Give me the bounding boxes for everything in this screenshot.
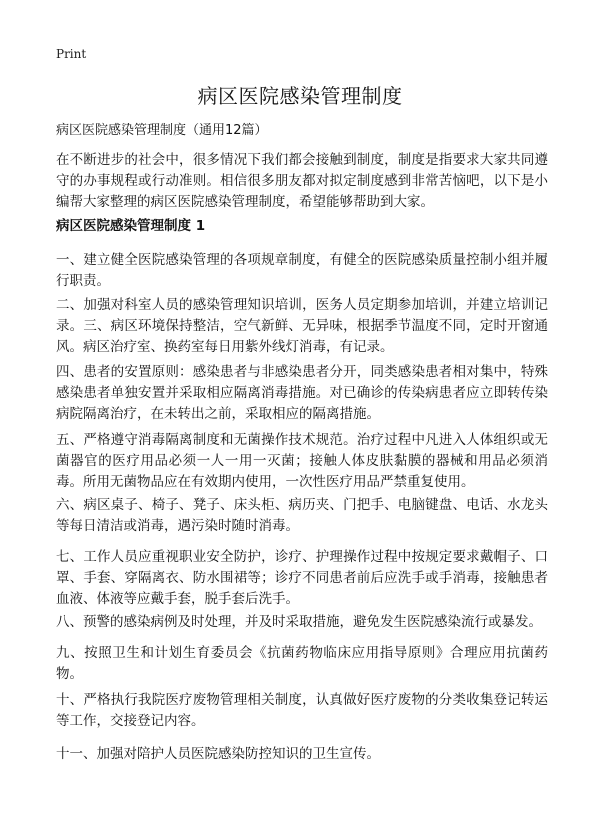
paragraph-7: 八、预警的感染病例及时处理，并及时采取措施，避免发生医院感染流行或暴发。 [56,614,542,630]
paragraph-3: 四、患者的安置原则：感染患者与非感染患者分开，同类感染患者相对集中，特殊感染患者单独安置并采取相应隔离消毒措施。对已确诊的传染病患者应立即转传染病院隔离治疗，在未转出之前，采取相应的隔离措施。 [56,364,548,422]
paragraph-5: 六、病区桌子、椅子、凳子、床头柜、病历夹、门把手、电脑键盘、电话、水龙头等每日清洁或消毒，遇污染时随时消毒。 [56,497,548,534]
paragraph-8: 九、按照卫生和计划生育委员会《抗菌药物临床应用指导原则》合理应用抗菌药物。 [56,645,548,682]
paragraph-9: 十、严格执行我院医疗废物管理相关制度，认真做好医疗废物的分类收集登记转运等工作，交接登记内容。 [56,692,548,729]
document-subtitle: 病区医院感染管理制度（通用12篇） [56,123,268,138]
paragraph-1: 一、建立健全医院感染管理的各项规章制度，有健全的医院感染质量控制小组并履行职责。 [56,252,548,289]
intro-paragraph: 在不断进步的社会中，很多情况下我们都会接触到制度，制度是指要求大家共同遵守的办事规程或行动准则。相信很多朋友都对拟定制度感到非常苦恼吧，以下是小编帮大家整理的病区医院感染管理制度，希望能够帮助到大家。 [56,152,548,210]
paragraph-10: 十一、加强对陪护人员医院感染防控知识的卫生宣传。 [56,746,380,762]
paragraph-2: 二、加强对科室人员的感染管理知识培训，医务人员定期参加培训，并建立培训记录。三、病区环境保持整洁，空气新鲜、无异味，根据季节温度不同，定时开窗通风。病区治疗室、换药室每日用紫外线灯消毒，有记录。 [56,297,548,355]
print-link[interactable]: Print [56,47,87,61]
paragraph-6: 七、工作人员应重视职业安全防护，诊疗、护理操作过程中按规定要求戴帽子、口罩、手套、穿隔离衣、防水围裙等；诊疗不同患者前后应洗手或手消毒，接触患者血液、体液等应戴手套，脱手套后洗手。 [56,549,548,607]
page-title: 病区医院感染管理制度 [197,84,403,108]
paragraph-4: 五、严格遵守消毒隔离制度和无菌操作技术规范。治疗过程中凡进入人体组织或无菌器官的医疗用品必须一人一用一灭菌；接触人体皮肤黏膜的器械和用品必须消毒。所用无菌物品应在有效期内使用，一次性医疗用品严禁重复使用。 [56,432,548,490]
section-heading: 病区医院感染管理制度 1 [56,218,206,234]
